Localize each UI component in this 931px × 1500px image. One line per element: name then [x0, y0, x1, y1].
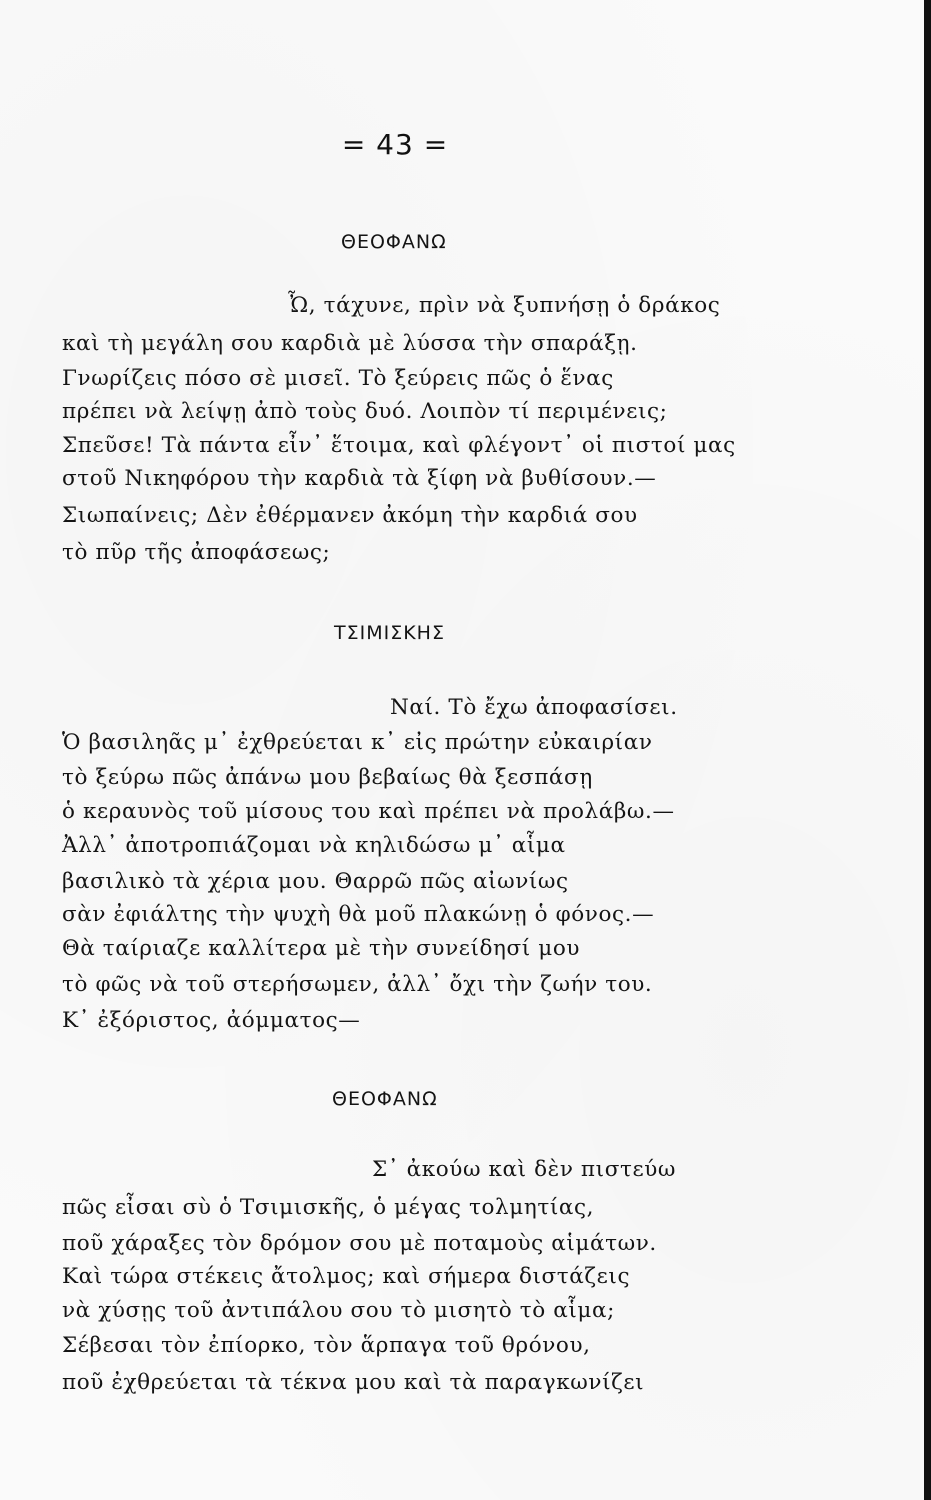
- page-edge-shadow: [924, 0, 931, 1500]
- verse-line: Ὁ βασιληᾶς μ᾽ ἐχθρεύεται κ᾽ εἰς πρώτην εὐκαιρίαν: [62, 730, 653, 755]
- verse-line: ὁ κεραυνὸς τοῦ μίσους του καὶ πρέπει νὰ προλάβω.—: [62, 799, 675, 824]
- verse-line: Ἀλλ᾽ ἀποτροπιάζομαι νὰ κηλιδώσω μ᾽ αἷμα: [62, 833, 566, 858]
- verse-line: Θὰ ταίριαζε καλλίτερα μὲ τὴν συνείδησί μου: [62, 936, 581, 961]
- verse-line: τὸ ξεύρω πῶς ἀπάνω μου βεβαίως θὰ ξεσπάσῃ: [62, 765, 593, 790]
- verse-line: Ὦ, τάχυνε, πρὶν νὰ ξυπνήσῃ ὁ δράκος: [288, 293, 721, 318]
- verse-line: Σιωπαίνεις; Δὲν ἐθέρμανεν ἀκόμη τὴν καρδιά σου: [62, 503, 638, 528]
- verse-line: σὰν ἐφιάλτης τὴν ψυχὴ θὰ μοῦ πλακώνῃ ὁ φόνος.—: [62, 902, 655, 927]
- verse-line: Κ᾽ ἐξόριστος, ἀόμματος—: [62, 1008, 361, 1033]
- verse-line: στοῦ Νικηφόρου τὴν καρδιὰ τὰ ξίφη νὰ βυθίσουν.—: [62, 466, 657, 491]
- verse-line: καὶ τὴ μεγάλη σου καρδιὰ μὲ λύσσα τὴν σπαράξῃ.: [62, 331, 638, 356]
- page-number: = 43 =: [341, 128, 449, 161]
- verse-line: νὰ χύσῃς τοῦ ἀντιπάλου σου τὸ μισητὸ τὸ αἷμα;: [62, 1298, 615, 1323]
- verse-line: πῶς εἶσαι σὺ ὁ Τσιμισκῆς, ὁ μέγας τολμητίας,: [62, 1195, 595, 1220]
- verse-line: Γνωρίζεις πόσο σὲ μισεῖ. Τὸ ξεύρεις πῶς ὁ ἕνας: [62, 366, 614, 391]
- verse-line: Σ᾽ ἀκούω καὶ δὲν πιστεύω: [372, 1157, 676, 1182]
- speaker-name: ΤΣΙΜΙΣΚΗΣ: [334, 622, 445, 644]
- speaker-name: ΘΕΟΦΑΝΩ: [332, 1088, 438, 1110]
- speaker-name: ΘΕΟΦΑΝΩ: [341, 231, 447, 253]
- verse-line: Ναί. Τὸ ἔχω ἀποφασίσει.: [390, 695, 678, 720]
- verse-line: πρέπει νὰ λείψῃ ἀπὸ τοὺς δυό. Λοιπὸν τί περιμένεις;: [62, 399, 668, 424]
- verse-line: Καὶ τώρα στέκεις ἄτολμος; καὶ σήμερα διστάζεις: [62, 1264, 631, 1289]
- verse-line: ποῦ ἐχθρεύεται τὰ τέκνα μου καὶ τὰ παραγκωνίζει: [62, 1370, 645, 1395]
- verse-line: Σπεῦσε! Τὰ πάντα εἶν᾽ ἕτοιμα, καὶ φλέγοντ᾽ οἱ πιστοί μας: [62, 433, 736, 458]
- verse-line: βασιλικὸ τὰ χέρια μου. Θαρρῶ πῶς αἰωνίως: [62, 869, 569, 894]
- verse-line: τὸ φῶς νὰ τοῦ στερήσωμεν, ἀλλ᾽ ὄχι τὴν ζωήν του.: [62, 972, 653, 997]
- verse-line: τὸ πῦρ τῆς ἀποφάσεως;: [62, 540, 331, 565]
- verse-line: Σέβεσαι τὸν ἐπίορκο, τὸν ἅρπαγα τοῦ θρόνου,: [62, 1333, 591, 1358]
- verse-line: ποῦ χάραξες τὸν δρόμον σου μὲ ποταμοὺς αἱμάτων.: [62, 1231, 657, 1256]
